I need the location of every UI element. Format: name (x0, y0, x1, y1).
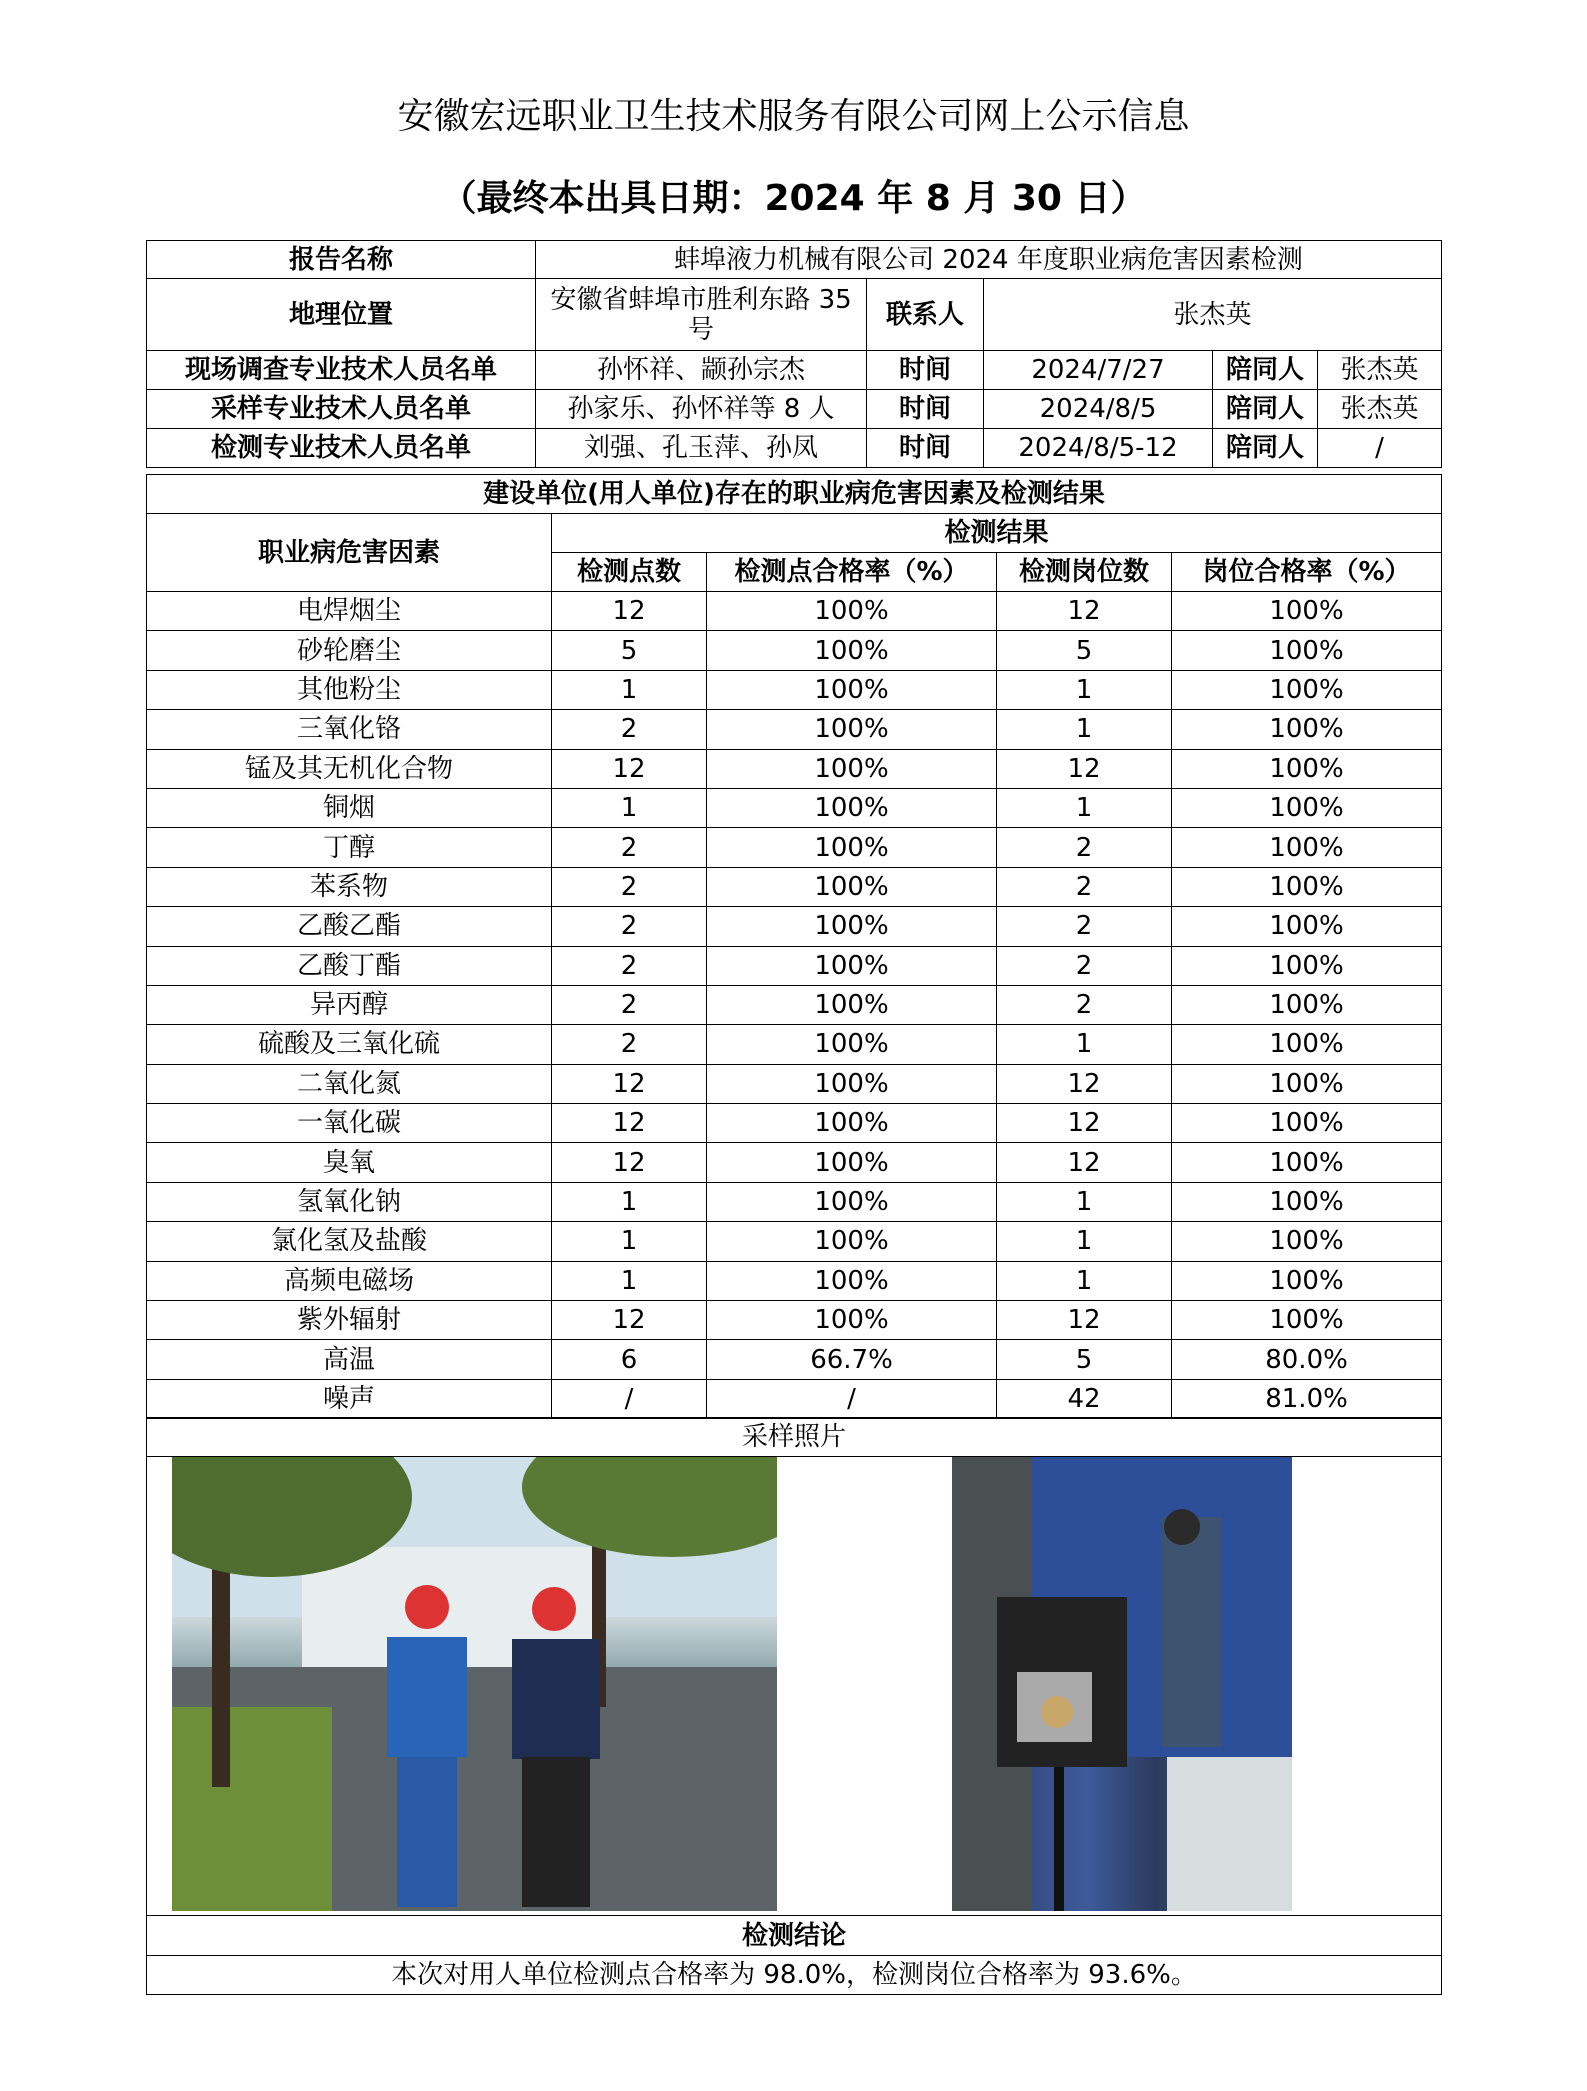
factor-name: 乙酸乙酯 (147, 907, 552, 946)
col-header-post-rate: 岗位合格率（%） (1172, 553, 1442, 592)
point-pass-rate: 100% (707, 1104, 997, 1143)
detection-posts: 12 (997, 592, 1172, 631)
factor-name: 氢氧化钠 (147, 1182, 552, 1221)
factor-name: 砂轮磨尘 (147, 631, 552, 670)
factor-name: 臭氧 (147, 1143, 552, 1182)
factor-name: 三氧化铬 (147, 710, 552, 749)
post-pass-rate: 100% (1172, 1301, 1442, 1340)
sampling-photo-outdoor (172, 1457, 777, 1911)
detection-points: 1 (552, 1222, 707, 1261)
detection-points: 12 (552, 749, 707, 788)
point-pass-rate: 100% (707, 788, 997, 827)
time-value: 2024/7/27 (984, 351, 1213, 390)
testing-staff-row (147, 429, 1442, 468)
post-pass-rate: 100% (1172, 1064, 1442, 1103)
factor-name: 丁醇 (147, 828, 552, 867)
point-pass-rate: 100% (707, 670, 997, 709)
post-pass-rate: 80.0% (1172, 1340, 1442, 1379)
factor-name: 氯化氢及盐酸 (147, 1222, 552, 1261)
detection-posts: 2 (997, 946, 1172, 985)
point-pass-rate: 100% (707, 946, 997, 985)
factor-name: 乙酸丁酯 (147, 946, 552, 985)
detection-points: 2 (552, 907, 707, 946)
point-pass-rate: 100% (707, 1261, 997, 1300)
col-header-point-rate: 检测点合格率（%） (707, 553, 997, 592)
table-row (147, 592, 1442, 631)
time-label: 时间 (867, 429, 984, 468)
post-pass-rate: 81.0% (1172, 1379, 1442, 1418)
results-section-title: 建设单位(用人单位)存在的职业病危害因素及检测结果 (147, 475, 1442, 514)
results-table (146, 474, 1442, 1419)
factor-name: 二氧化氮 (147, 1064, 552, 1103)
detection-posts: 12 (997, 749, 1172, 788)
detection-posts: 5 (997, 631, 1172, 670)
point-pass-rate: 100% (707, 1182, 997, 1221)
factor-name: 锰及其无机化合物 (147, 749, 552, 788)
post-pass-rate: 100% (1172, 828, 1442, 867)
point-pass-rate: 100% (707, 828, 997, 867)
report-name-value: 蚌埠液力机械有限公司 2024 年度职业病危害因素检测 (536, 241, 1442, 279)
conclusion-label: 检测结论 (147, 1916, 1442, 1955)
point-pass-rate: 100% (707, 1222, 997, 1261)
table-row (147, 631, 1442, 670)
table-row (147, 1064, 1442, 1103)
detection-posts: 1 (997, 670, 1172, 709)
post-pass-rate: 100% (1172, 985, 1442, 1024)
table-row (147, 788, 1442, 827)
detection-points: 2 (552, 946, 707, 985)
staff-label: 采样专业技术人员名单 (147, 390, 536, 429)
photos-label: 采样照片 (147, 1418, 1442, 1457)
table-row (147, 1301, 1442, 1340)
detection-points: 6 (552, 1340, 707, 1379)
post-pass-rate: 100% (1172, 1104, 1442, 1143)
post-pass-rate: 100% (1172, 907, 1442, 946)
table-row (147, 1340, 1442, 1379)
detection-points: 12 (552, 1104, 707, 1143)
detection-posts: 12 (997, 1301, 1172, 1340)
detection-points: / (552, 1379, 707, 1418)
factor-name: 苯系物 (147, 867, 552, 906)
sampling-photo-workshop (952, 1457, 1292, 1911)
survey-staff-row (147, 351, 1442, 390)
col-header-posts: 检测岗位数 (997, 553, 1172, 592)
point-pass-rate: 100% (707, 1143, 997, 1182)
post-pass-rate: 100% (1172, 670, 1442, 709)
table-row (147, 1379, 1442, 1418)
detection-posts: 1 (997, 1261, 1172, 1300)
point-pass-rate: 100% (707, 710, 997, 749)
sampling-staff-row (147, 390, 1442, 429)
table-row (147, 828, 1442, 867)
point-pass-rate: 100% (707, 631, 997, 670)
point-pass-rate: 100% (707, 867, 997, 906)
detection-posts: 1 (997, 1025, 1172, 1064)
detection-points: 12 (552, 1301, 707, 1340)
report-name-label: 报告名称 (147, 241, 536, 279)
time-label: 时间 (867, 351, 984, 390)
table-row (147, 710, 1442, 749)
table-row (147, 1143, 1442, 1182)
photos-area (147, 1457, 1442, 1916)
results-group-header: 检测结果 (552, 514, 1442, 553)
post-pass-rate: 100% (1172, 1261, 1442, 1300)
detection-posts: 2 (997, 867, 1172, 906)
post-pass-rate: 100% (1172, 749, 1442, 788)
detection-posts: 2 (997, 907, 1172, 946)
factor-name: 异丙醇 (147, 985, 552, 1024)
post-pass-rate: 100% (1172, 867, 1442, 906)
col-header-points: 检测点数 (552, 553, 707, 592)
post-pass-rate: 100% (1172, 1222, 1442, 1261)
table-row (147, 670, 1442, 709)
report-info-table (146, 240, 1442, 468)
time-value: 2024/8/5-12 (984, 429, 1213, 468)
issue-date: （最终本出具日期：2024 年 8 月 30 日） (440, 178, 1147, 219)
post-pass-rate: 100% (1172, 631, 1442, 670)
staff-label: 检测专业技术人员名单 (147, 429, 536, 468)
detection-points: 1 (552, 788, 707, 827)
table-row (147, 1261, 1442, 1300)
factor-name: 一氧化碳 (147, 1104, 552, 1143)
table-row (147, 1104, 1442, 1143)
table-row (147, 946, 1442, 985)
factor-header: 职业病危害因素 (147, 514, 552, 592)
factor-name: 噪声 (147, 1379, 552, 1418)
detection-points: 2 (552, 828, 707, 867)
companion-value: 张杰英 (1318, 390, 1442, 429)
post-pass-rate: 100% (1172, 1025, 1442, 1064)
detection-points: 2 (552, 1025, 707, 1064)
detection-posts: 12 (997, 1064, 1172, 1103)
table-row (147, 749, 1442, 788)
staff-names: 孙怀祥、颛孙宗杰 (536, 351, 867, 390)
factor-name: 铜烟 (147, 788, 552, 827)
detection-points: 12 (552, 592, 707, 631)
factor-name: 其他粉尘 (147, 670, 552, 709)
detection-points: 5 (552, 631, 707, 670)
detection-points: 12 (552, 1143, 707, 1182)
detection-posts: 1 (997, 1222, 1172, 1261)
detection-points: 12 (552, 1064, 707, 1103)
post-pass-rate: 100% (1172, 592, 1442, 631)
detection-posts: 1 (997, 710, 1172, 749)
conclusion-text: 本次对用人单位检测点合格率为 98.0%，检测岗位合格率为 93.6%。 (147, 1955, 1442, 1994)
factor-name: 高频电磁场 (147, 1261, 552, 1300)
detection-points: 1 (552, 670, 707, 709)
detection-points: 1 (552, 1261, 707, 1300)
location-value: 安徽省蚌埠市胜利东路 35 号 (536, 279, 867, 351)
location-label: 地理位置 (147, 279, 536, 351)
detection-points: 2 (552, 710, 707, 749)
point-pass-rate: 100% (707, 1301, 997, 1340)
time-label: 时间 (867, 390, 984, 429)
post-pass-rate: 100% (1172, 710, 1442, 749)
staff-label: 现场调查专业技术人员名单 (147, 351, 536, 390)
detection-posts: 1 (997, 788, 1172, 827)
point-pass-rate: 100% (707, 985, 997, 1024)
factor-name: 高温 (147, 1340, 552, 1379)
time-value: 2024/8/5 (984, 390, 1213, 429)
companion-label: 陪同人 (1213, 351, 1318, 390)
table-row (147, 1025, 1442, 1064)
companion-label: 陪同人 (1213, 390, 1318, 429)
contact-label: 联系人 (867, 279, 984, 351)
detection-points: 2 (552, 867, 707, 906)
post-pass-rate: 100% (1172, 1143, 1442, 1182)
detection-points: 2 (552, 985, 707, 1024)
table-row (147, 867, 1442, 906)
table-row (147, 1222, 1442, 1261)
detection-posts: 12 (997, 1143, 1172, 1182)
detection-posts: 2 (997, 828, 1172, 867)
point-pass-rate: 100% (707, 592, 997, 631)
detection-posts: 12 (997, 1104, 1172, 1143)
post-pass-rate: 100% (1172, 788, 1442, 827)
page-title: 安徽宏远职业卫生技术服务有限公司网上公示信息 (397, 96, 1190, 137)
companion-value: / (1318, 429, 1442, 468)
point-pass-rate: 100% (707, 1064, 997, 1103)
detection-posts: 1 (997, 1182, 1172, 1221)
post-pass-rate: 100% (1172, 946, 1442, 985)
point-pass-rate: 100% (707, 1025, 997, 1064)
table-row (147, 1182, 1442, 1221)
table-row (147, 985, 1442, 1024)
staff-names: 孙家乐、孙怀祥等 8 人 (536, 390, 867, 429)
factor-name: 电焊烟尘 (147, 592, 552, 631)
companion-value: 张杰英 (1318, 351, 1442, 390)
contact-value: 张杰英 (984, 279, 1442, 351)
point-pass-rate: 66.7% (707, 1340, 997, 1379)
companion-label: 陪同人 (1213, 429, 1318, 468)
detection-posts: 2 (997, 985, 1172, 1024)
point-pass-rate: 100% (707, 907, 997, 946)
detection-posts: 42 (997, 1379, 1172, 1418)
point-pass-rate: / (707, 1379, 997, 1418)
detection-posts: 5 (997, 1340, 1172, 1379)
factor-name: 硫酸及三氧化硫 (147, 1025, 552, 1064)
photos-conclusion-table (146, 1417, 1442, 1995)
detection-points: 1 (552, 1182, 707, 1221)
staff-names: 刘强、孔玉萍、孙凤 (536, 429, 867, 468)
post-pass-rate: 100% (1172, 1182, 1442, 1221)
point-pass-rate: 100% (707, 749, 997, 788)
table-row (147, 907, 1442, 946)
factor-name: 紫外辐射 (147, 1301, 552, 1340)
